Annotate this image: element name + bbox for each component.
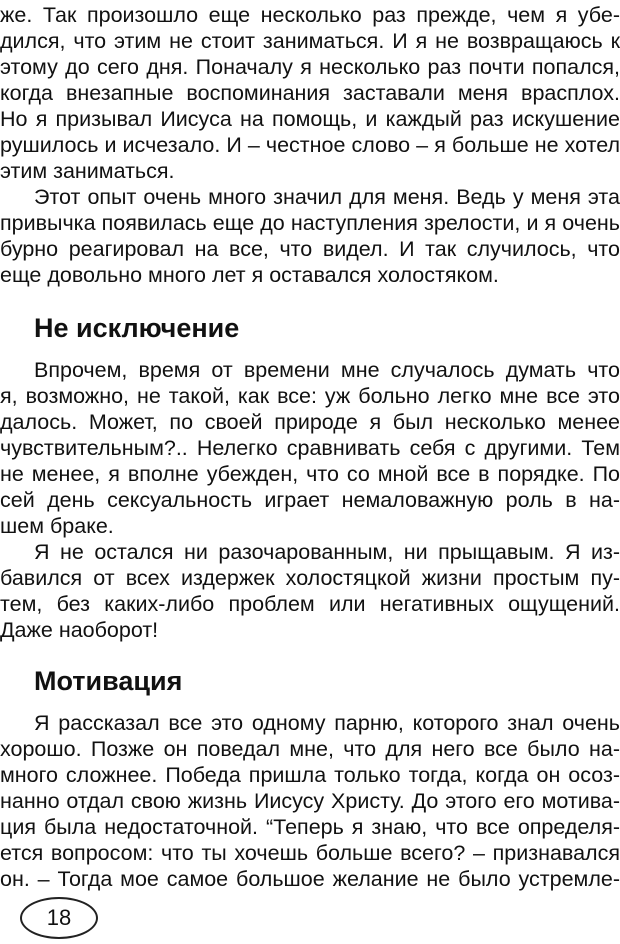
- paragraph-line: Этот опыт очень много значил для меня. Ведь у меня эта: [34, 185, 620, 209]
- paragraph-line: привычка появилась еще до наступления зрелости, и я очень: [0, 211, 620, 235]
- paragraph-line: бавился от всех издержек холостяцкой жизни простым пу-: [0, 566, 620, 590]
- paragraph-line: Но я призывал Иисуса на помощь, и каждый раз искушение: [0, 107, 620, 131]
- paragraph-line: Я не остался ни разочарованным, ни прыщавым. Я из-: [34, 540, 620, 564]
- paragraph-line: тем, без каких-либо проблем или негативных ощущений.: [0, 592, 620, 616]
- paragraph-line: Даже наоборот!: [0, 618, 159, 642]
- paragraph-line: ется вопросом: что ты хочешь больше всего? – признавался: [0, 841, 620, 865]
- section-heading-exception: Не исключение: [34, 313, 240, 343]
- paragraph-line: еще довольно много лет я оставался холостяком.: [0, 263, 499, 287]
- paragraph-line: этому до сего дня. Поначалу я несколько раз почти попался,: [0, 55, 620, 79]
- paragraph-line: же. Так произошло еще несколько раз прежде, чем я убе-: [0, 3, 620, 27]
- paragraph-line: он. – Тогда мое самое большое желание не было устремле-: [0, 867, 620, 891]
- paragraph-line: я, возможно, не такой, как все: уж больно легко мне все это: [0, 384, 620, 408]
- paragraph-line: хорошо. Позже он поведал мне, что для него все было на-: [0, 737, 620, 761]
- paragraph-line: шем браке.: [0, 514, 114, 538]
- section-heading-motivation: Мотивация: [34, 666, 183, 696]
- paragraph-line: не менее, я вполне убежден, что со мной все в порядке. По: [0, 462, 620, 486]
- paragraph-line: нанно отдал свою жизнь Иисусу Христу. До этого его мотива-: [0, 789, 620, 813]
- paragraph-line: рушилось и исчезало. И – честное слово – я больше не хотел: [0, 133, 620, 157]
- paragraph-line: сей день сексуальность играет немаловажную роль в на-: [0, 488, 620, 512]
- paragraph-line: много сложнее. Победа пришла только тогда, когда он осоз-: [0, 763, 620, 787]
- paragraph-line: далось. Может, по своей природе я был несколько менее: [0, 410, 620, 434]
- paragraph-line: ция была недостаточной. “Теперь я знаю, что все определя-: [0, 815, 620, 839]
- page-number-text: 18: [46, 905, 72, 930]
- paragraph-line: когда внезапные воспоминания заставали меня врасплох.: [0, 81, 620, 105]
- paragraph-line: Впрочем, время от времени мне случалось думать что: [34, 358, 620, 382]
- paragraph-line: бурно реагировал на все, что видел. И так случилось, что: [0, 237, 620, 261]
- paragraph-line: Я рассказал все это одному парню, которого знал очень: [34, 711, 620, 735]
- paragraph-line: чувствительным?.. Нелегко сравнивать себя с другими. Тем: [0, 436, 620, 460]
- page-number: [20, 897, 98, 939]
- paragraph-line: дился, что этим не стоит заниматься. И я не возвращаюсь к: [0, 29, 620, 53]
- paragraph-line: этим заниматься.: [0, 159, 175, 183]
